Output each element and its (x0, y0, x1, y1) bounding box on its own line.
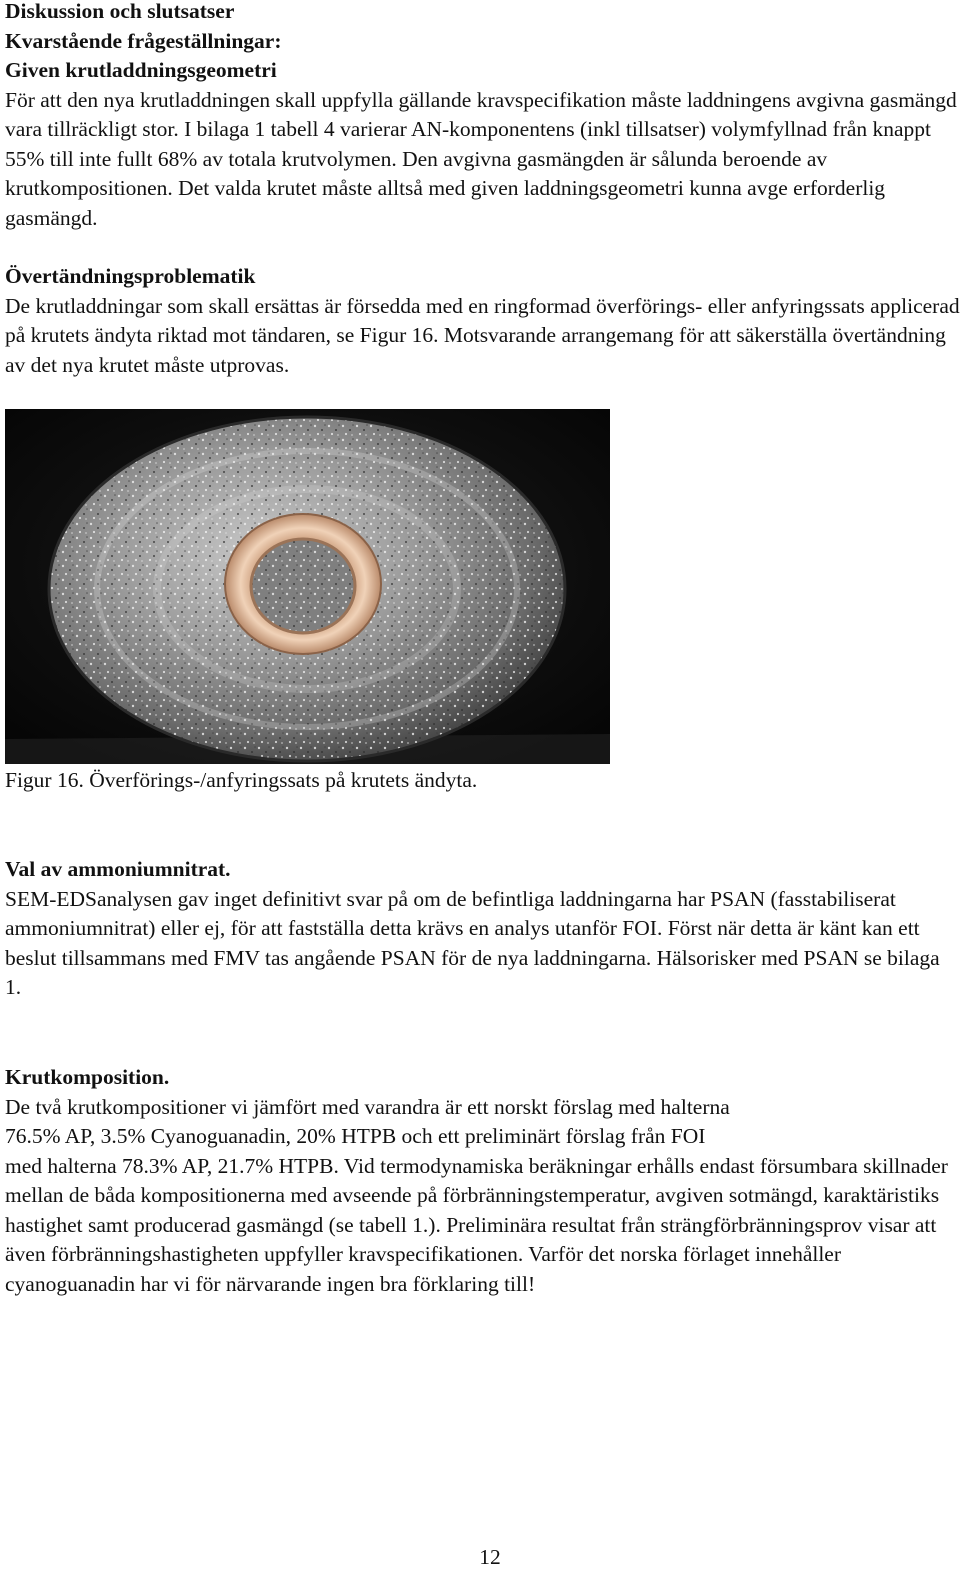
section-given-geometry (5, 0, 960, 233)
section-ammonium-nitrate (5, 855, 960, 1003)
heading-composition: Krutkomposition. (5, 1065, 170, 1089)
heading-overignition: Övertändningsproblematik (5, 264, 256, 288)
heading-given-geometry: Given krutladdningsgeometri (5, 58, 277, 82)
figure-16-photo (5, 409, 610, 764)
figure-caption: Figur 16. Överförings-/anfyringssats på krutets ändyta. (5, 768, 478, 792)
composition-line-2: 76.5% AP, 3.5% Cyanoguanadin, 20% HTPB och ett preliminärt förslag från FOI (5, 1124, 706, 1148)
propellant-end-face-image (5, 409, 610, 764)
composition-line-1: De två krutkompositioner vi jämfört med varandra är ett norskt förslag med halterna (5, 1094, 730, 1119)
section-overignition (5, 262, 960, 380)
paragraph-given-geometry: För att den nya krutladdningen skall uppfylla gällande kravspecifikation måste laddningens avgivna gasmängd vara tillräckligt stor. I bilaga 1 tabell 4 varierar AN-komponentens (inkl tillsatser) volymfyllnad från knappt 55% till inte fullt 68% av totala krutvolymen. Den avgivna gasmängden är sålunda beroende av krutkompositionen. Det valda krutet måste alltså med given laddningsgeometri kunna avge erforderlig gasmängd. (5, 87, 957, 230)
section-composition (5, 1063, 960, 1299)
paragraph-ammonium-nitrate: SEM-EDSanalysen gav inget definitivt svar på om de befintliga laddningarna har PSAN (fasstabiliserat ammoniumnitrat) eller ej, för att fastställa detta krävs en analys utanför FOI. Först när detta är känt kan ett beslut tillsammans med FMV tas angående PSAN för de nya laddningarna. Hälsorisker med PSAN se bilaga 1. (5, 886, 940, 999)
page-number: 12 (479, 1545, 501, 1569)
paragraph-composition: med halterna 78.3% AP, 21.7% HTPB. Vid termodynamiska beräkningar erhålls endast försumbara skillnader mellan de båda kompositionerna med avseende på förbränningstemperatur, avgiven sotmängd, karaktäristiks hastighet samt producerad gasmängd (se tabell 1.). Preliminära resultat från strängförbränningsprov visar att även förbränningshastigheten uppfyller kravspecifikationen. Varför det norska förlaget innehåller cyanoguanadin har vi för närvarande ingen bra förklaring till! (5, 1153, 948, 1296)
paragraph-overignition: De krutladdningar som skall ersättas är försedda med en ringformad överförings- eller anfyringssats applicerad på krutets ändyta riktad mot tändaren, se Figur 16. Motsvarande arrangemang för att säkerställa övertändning av det nya krutet måste utprovas. (5, 293, 960, 377)
heading-discussion: Diskussion och slutsatser (5, 0, 235, 23)
heading-ammonium-nitrate: Val av ammoniumnitrat. (5, 857, 231, 881)
heading-open-questions: Kvarstående frågeställningar: (5, 28, 282, 53)
